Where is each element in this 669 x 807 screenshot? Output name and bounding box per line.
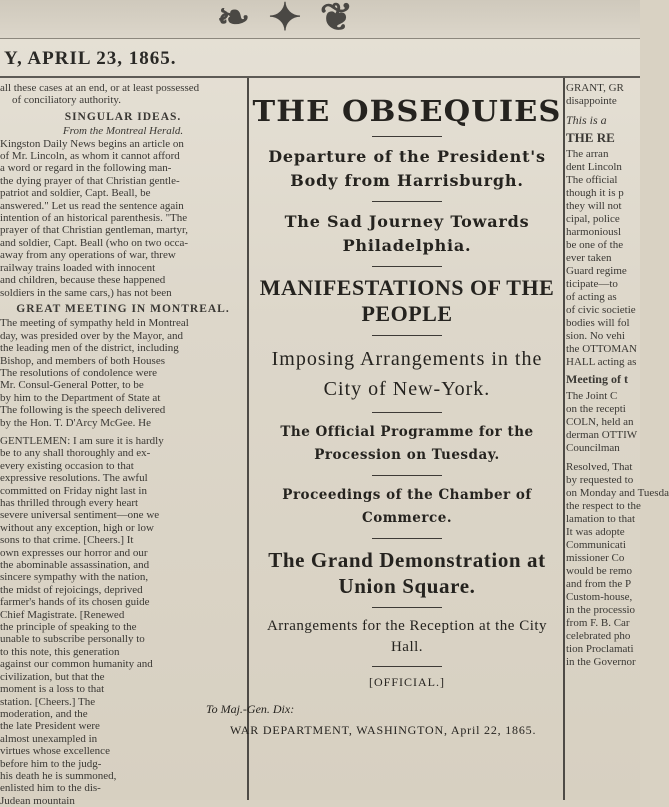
right-line: HALL acting as <box>566 356 637 368</box>
left-line: sincere sympathy with the nation, <box>0 571 149 584</box>
left-line: prayer of that Christian gentleman, martyr, <box>0 224 189 237</box>
left-line: severe universal sentiment—one we <box>0 509 160 522</box>
right-line: cipal, police <box>566 213 620 225</box>
left-heading-montreal: GREAT MEETING IN MONTREAL. <box>16 302 230 315</box>
right-line: celebrated pho <box>566 630 631 642</box>
right-line: sion. No vehi <box>566 330 625 342</box>
headline: THE OBSEQUIES <box>252 94 562 128</box>
right-heading: THE RE <box>566 130 615 145</box>
date-text: Y, APRIL 23, 1865. <box>4 48 177 69</box>
divider <box>372 266 442 267</box>
divider <box>372 201 442 202</box>
divider <box>372 666 442 667</box>
right-line: lamation to that <box>566 513 636 525</box>
column-rule-left <box>247 78 249 800</box>
official-label: [OFFICIAL.] <box>369 675 445 689</box>
right-line: ticipate—to <box>566 278 618 290</box>
left-line: committed on Friday night last in <box>0 484 147 497</box>
divider <box>372 475 442 476</box>
deck-official-programme: The Official Programme for the Procession on Tuesday. <box>280 424 534 463</box>
left-line: farmer's hands of its chosen guide <box>0 596 150 609</box>
left-line: The meeting of sympathy held in Montreal <box>0 317 189 330</box>
left-line: moderation, and the <box>0 707 88 720</box>
right-line: ever taken <box>566 252 612 264</box>
masthead-strip <box>0 0 640 39</box>
left-line: GENTLEMEN: I am sure it is hardly <box>0 434 164 447</box>
right-line: harmoniousl <box>566 226 621 238</box>
deck-chamber-of-commerce: Proceedings of the Chamber of Commerce. <box>282 487 532 526</box>
left-line: Kingston Daily News begins an article on <box>0 137 184 150</box>
right-line: missioner Co <box>566 552 625 564</box>
right-line: in the Governor <box>566 656 636 668</box>
left-line: away from any operations of war, threw <box>0 249 176 262</box>
right-line: be one of the <box>566 239 624 251</box>
divider <box>372 335 442 336</box>
right-line: This is a <box>566 113 607 127</box>
left-line: moment is a loss to that <box>0 683 105 696</box>
left-line: before him to the judg- <box>0 757 102 770</box>
right-line: The arran <box>566 148 609 160</box>
right-column <box>566 82 669 800</box>
left-line: station. [Cheers.] The <box>0 695 96 708</box>
deck-sad-journey: The Sad Journey Towards Philadelphia. <box>284 212 530 255</box>
right-line: by requested to <box>566 474 634 486</box>
left-line: expressive resolutions. The awful <box>0 472 148 485</box>
left-line: Chief Magistrate. [Renewed <box>0 608 125 621</box>
left-line: of conciliatory authority. <box>12 94 121 107</box>
left-line: The resolutions of condolence were <box>0 366 157 379</box>
right-line: Guard regime <box>566 265 627 277</box>
left-line: all these cases at an end, or at least possessed <box>0 82 200 94</box>
left-line: his death he is summoned, <box>0 769 117 782</box>
right-line: The Joint C <box>566 390 618 402</box>
left-line: the late President were <box>0 720 100 733</box>
left-line: and soldier, Capt. Beall (who on two occa- <box>0 236 189 249</box>
deck-grand-demonstration: The Grand Demonstration at Union Square. <box>268 548 546 598</box>
left-line: virtues whose excellence <box>0 745 110 758</box>
left-line: and children, because these happened <box>0 274 166 287</box>
left-line: against our common humanity and <box>0 658 153 671</box>
left-line: has thrilled through every heart <box>0 497 139 509</box>
left-line: the midst of rejoicings, deprived <box>0 583 143 596</box>
to-line: To Maj.-Gen. Dix: <box>206 702 295 716</box>
deck-imposing-arrangements: Imposing Arrangements in the City of New-York. <box>271 348 543 400</box>
left-line: From the Montreal Herald. <box>62 125 184 138</box>
masthead-ornament: ❧ ✦ ❦ <box>216 0 356 39</box>
right-line: Resolved, That <box>566 461 633 473</box>
right-line: disappointe <box>566 95 617 107</box>
dateline <box>0 42 640 78</box>
right-line: on Monday and Tuesda <box>566 487 669 499</box>
left-line: almost unexampled in <box>0 732 98 745</box>
left-line: Judean mountain <box>0 794 75 807</box>
right-line: bodies will fol <box>566 317 630 329</box>
left-line: Mr. Consul-General Potter, to be <box>0 379 144 392</box>
left-line: the leading men of the district, including <box>0 342 179 355</box>
left-line: by him to the Department of State at <box>0 391 161 404</box>
right-line: from F. B. Car <box>566 617 630 629</box>
left-line: the dying prayer of that Christian gentle- <box>0 174 180 187</box>
left-line: answered." Let us read the sentence again <box>0 199 184 212</box>
left-line: every existing occasion to that <box>0 459 134 472</box>
right-line: of acting as <box>566 291 617 303</box>
right-line: derman OTTIW <box>566 429 638 441</box>
right-line: It was adopte <box>566 526 625 538</box>
left-line: the abominable assassination, and <box>0 559 150 572</box>
left-line: a word or regard in the following man- <box>0 162 172 175</box>
divider <box>372 136 442 137</box>
right-line: COLN, held an <box>566 416 634 428</box>
left-line: enlisted him to the dis- <box>0 782 101 795</box>
right-line: tion Proclamati <box>566 643 634 655</box>
right-line: would be remo <box>566 565 632 577</box>
right-line: Councilman <box>566 442 620 454</box>
left-line: intention of an historical parenthesis. "The <box>0 212 188 225</box>
left-line: of Mr. Lincoln, as whom it cannot afford <box>0 150 180 163</box>
left-line: without any exception, high or low <box>0 521 154 534</box>
deck-departure: Departure of the President's Body from Harrisburgh. <box>268 147 546 190</box>
right-line: though it is p <box>566 187 624 199</box>
left-line: railway trains loaded with innocent <box>0 261 156 274</box>
divider <box>372 538 442 539</box>
left-line: patriot and soldier, Capt. Beall, be <box>0 187 151 200</box>
left-line: civilization, but that the <box>0 670 105 683</box>
divider <box>372 412 442 413</box>
deck-manifestations: MANIFESTATIONS OF THE PEOPLE <box>259 275 555 326</box>
left-line: to this note, this generation <box>0 645 120 658</box>
left-line: Bishop, and members of both Houses <box>0 354 165 367</box>
left-heading-singular-ideas: SINGULAR IDEAS. <box>64 110 182 123</box>
left-line: soldiers in the same cars,) has not been <box>0 286 172 299</box>
right-line: and from the P <box>566 578 632 590</box>
right-line: dent Lincoln <box>566 161 622 173</box>
left-line: The following is the speech delivered <box>0 404 166 417</box>
left-line: own expresses our horror and our <box>0 546 148 559</box>
right-line: GRANT, GR <box>566 82 624 94</box>
left-column <box>0 82 246 807</box>
right-line: the OTTOMAN <box>566 343 637 355</box>
right-line: Communicati <box>566 539 626 551</box>
right-line: The official <box>566 174 618 186</box>
divider <box>372 607 442 608</box>
right-line: in the processio <box>566 604 636 616</box>
war-department-line: WAR DEPARTMENT, WASHINGTON, April 22, 1865. <box>230 723 537 737</box>
right-line: of civic societie <box>566 304 636 316</box>
left-line: be to any shall thoroughly and ex- <box>0 447 151 460</box>
left-line: by the Hon. T. D'Arcy McGee. He <box>0 416 151 429</box>
left-line: day, was presided over by the Mayor, and <box>0 329 184 342</box>
center-column <box>206 82 564 800</box>
left-line: the principle of speaking to the <box>0 621 137 634</box>
deck-city-hall: Arrangements for the Reception at the City Hall. <box>266 618 548 655</box>
right-line: on the recepti <box>566 403 626 415</box>
right-line: Custom-house, <box>566 591 633 603</box>
right-line: they will not <box>566 200 622 212</box>
right-heading-meeting: Meeting of t <box>566 372 628 386</box>
left-line: unable to subscribe personally to <box>0 633 145 646</box>
left-line: sons to that crime. [Cheers.] It <box>0 534 134 547</box>
right-line: the respect to the <box>566 500 641 512</box>
